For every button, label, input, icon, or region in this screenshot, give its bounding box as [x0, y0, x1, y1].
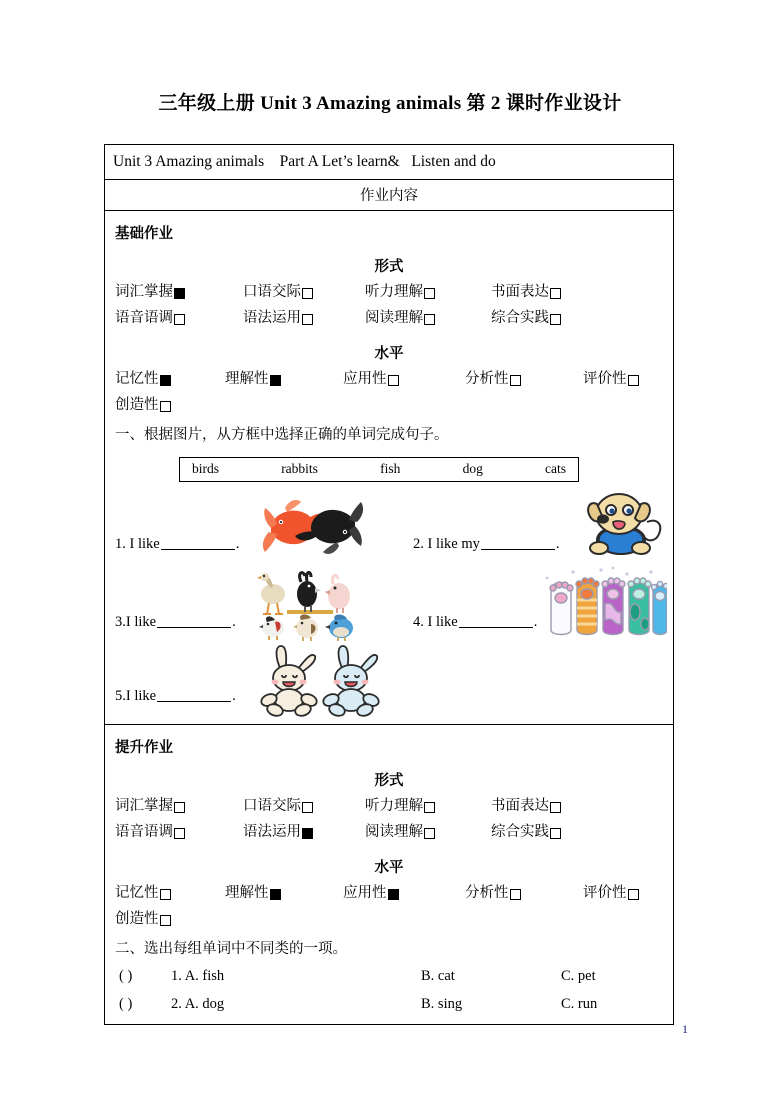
page-number: 1	[682, 1022, 688, 1036]
checkbox-box[interactable]	[424, 288, 435, 299]
item-text: I like	[125, 614, 157, 631]
checkbox-option-yuyin-yudiao-2[interactable]	[115, 822, 243, 843]
item-text: I like	[125, 688, 157, 705]
checkbox-box[interactable]	[302, 314, 313, 325]
page-title	[0, 88, 780, 115]
multiple-choice-row-2	[113, 991, 665, 1019]
item-period: .	[235, 536, 240, 553]
form-heading-basic: 形式	[374, 259, 404, 276]
item-period: .	[533, 614, 538, 631]
section-label-basic: 基础作业	[115, 226, 173, 243]
item-number: 2.	[413, 536, 424, 553]
checkbox-option-chuangzaoxing[interactable]	[115, 395, 171, 416]
checkbox-option-chuangzaoxing-2[interactable]	[115, 909, 171, 930]
checkbox-option-yuedu-lijie[interactable]	[365, 308, 491, 329]
checkbox-box[interactable]	[550, 828, 561, 839]
multiple-choice-row-1	[113, 963, 665, 991]
checkbox-box[interactable]	[160, 889, 171, 900]
page-title-cn-prefix: 三年级上册	[158, 93, 261, 114]
checkbox-option-yingyongxing[interactable]	[343, 369, 465, 390]
word-bank-item: cats	[545, 461, 566, 477]
item-period: .	[555, 536, 560, 553]
item-text: I like	[129, 536, 160, 553]
checkbox-label: 语法运用	[243, 824, 301, 841]
mc-option-c[interactable]: C. pet	[561, 967, 596, 984]
checkbox-box[interactable]	[270, 889, 281, 900]
word-bank	[179, 457, 579, 482]
fill-blank-item-2	[413, 536, 559, 553]
checkbox-option-shumian-biaoda[interactable]	[491, 282, 561, 303]
form-options-row1-advanced	[113, 794, 665, 820]
checkbox-option-zonghe-shijian[interactable]	[491, 308, 561, 329]
checkbox-option-cihui-zhangwo[interactable]	[115, 282, 243, 303]
checkbox-box[interactable]	[388, 889, 399, 900]
answer-blank[interactable]	[157, 688, 231, 702]
checkbox-box[interactable]	[424, 802, 435, 813]
dog-image	[583, 488, 669, 560]
checkbox-label: 阅读理解	[365, 310, 423, 327]
level-heading-advanced: 水平	[374, 860, 404, 877]
checkbox-box[interactable]	[174, 288, 185, 299]
checkbox-option-fenxixing[interactable]	[465, 369, 583, 390]
word-bank-item: dog	[462, 461, 483, 477]
checkbox-option-lijiexing[interactable]	[225, 369, 343, 390]
checkbox-label: 听力理解	[365, 284, 423, 301]
answer-blank[interactable]	[161, 536, 235, 550]
form-options-row2-advanced	[113, 820, 665, 846]
checkbox-box[interactable]	[628, 889, 639, 900]
mc-option-a-text: A. dog	[184, 995, 225, 1012]
checkbox-label: 理解性	[225, 371, 269, 388]
form-options-row2-basic	[113, 306, 665, 332]
checkbox-box[interactable]	[424, 828, 435, 839]
checkbox-label: 创造性	[115, 911, 159, 928]
checkbox-label: 语音语调	[115, 824, 173, 841]
checkbox-option-cihui-zhangwo-2[interactable]	[115, 796, 243, 817]
assignment-table	[104, 144, 674, 1025]
checkbox-option-kouyu-jiaoji-2[interactable]	[243, 796, 365, 817]
section-label-advanced: 提升作业	[115, 740, 173, 757]
form-options-row1-basic	[113, 280, 665, 306]
checkbox-label: 口语交际	[243, 284, 301, 301]
table-row-basic-section	[105, 211, 674, 725]
item-number: 4.	[413, 614, 424, 631]
checkbox-option-yufa-yunyong-2[interactable]	[243, 822, 365, 843]
checkbox-label: 评价性	[583, 885, 627, 902]
checkbox-label: 应用性	[343, 371, 387, 388]
question-title-two: 二、选出每组单词中不同类的一项。	[115, 941, 347, 958]
answer-blank[interactable]	[481, 536, 555, 550]
mc-number: 1.	[171, 967, 182, 984]
checkbox-option-yufa-yunyong[interactable]	[243, 308, 365, 329]
koi-fish-image	[259, 494, 367, 558]
item-period: .	[232, 614, 236, 631]
item-number: 5.	[115, 688, 126, 705]
level-options-row1-advanced	[113, 881, 665, 907]
checkbox-box[interactable]	[302, 802, 313, 813]
checkbox-label: 书面表达	[491, 798, 549, 815]
level-options-row2-advanced	[113, 907, 665, 933]
level-options-row2-basic	[113, 393, 665, 419]
checkbox-box[interactable]	[550, 314, 561, 325]
checkbox-label: 书面表达	[491, 284, 549, 301]
birds-image	[253, 570, 365, 644]
checkbox-label: 分析性	[465, 371, 509, 388]
checkbox-box[interactable]	[160, 401, 171, 412]
cat-paws-image	[543, 564, 667, 640]
checkbox-option-fenxixing-2[interactable]	[465, 883, 583, 904]
checkbox-box[interactable]	[510, 375, 521, 386]
mc-option-c[interactable]: C. run	[561, 995, 598, 1012]
checkbox-box[interactable]	[160, 915, 171, 926]
checkbox-label: 创造性	[115, 397, 159, 414]
mc-option-a[interactable]	[171, 966, 421, 988]
checkbox-label: 词汇掌握	[115, 284, 173, 301]
checkbox-label: 语音语调	[115, 310, 173, 327]
mc-option-b[interactable]: B. sing	[421, 995, 463, 1012]
level-options-row1-basic	[113, 367, 665, 393]
table-row-advanced-section	[105, 725, 674, 1025]
checkbox-label: 语法运用	[243, 310, 301, 327]
fill-blank-item-4	[413, 614, 537, 631]
checkbox-label: 理解性	[225, 885, 269, 902]
checkbox-box[interactable]	[302, 288, 313, 299]
answer-paren[interactable]: ( )	[119, 995, 133, 1012]
table-row-unit-header	[105, 145, 674, 180]
checkbox-box[interactable]	[510, 889, 521, 900]
checkbox-option-kouyu-jiaoji[interactable]	[243, 282, 365, 303]
checkbox-label: 综合实践	[491, 824, 549, 841]
mc-option-a[interactable]	[171, 994, 421, 1016]
fill-blank-item-3	[115, 614, 236, 631]
table-row-content-header	[105, 180, 674, 211]
checkbox-box[interactable]	[388, 375, 399, 386]
fill-blank-item-5	[115, 688, 236, 705]
checkbox-box[interactable]	[270, 375, 281, 386]
content-header-text: 作业内容	[360, 188, 418, 205]
item-number: 3.	[115, 614, 126, 631]
checkbox-label: 评价性	[583, 371, 627, 388]
unit-header-text: Unit 3 Amazing animals Part A Let’s learn& Listen and do	[113, 153, 496, 170]
word-bank-item: fish	[380, 461, 401, 477]
word-bank-item: rabbits	[281, 461, 318, 477]
checkbox-box[interactable]	[550, 288, 561, 299]
fill-blank-item-1	[115, 536, 239, 553]
checkbox-box[interactable]	[628, 375, 639, 386]
checkbox-option-yingyongxing-2[interactable]	[343, 883, 465, 904]
page-title-cn-suffix: 第 2 课时作业设计	[461, 93, 622, 114]
checkbox-box[interactable]	[174, 314, 185, 325]
checkbox-box[interactable]	[550, 802, 561, 813]
checkbox-label: 听力理解	[365, 798, 423, 815]
answer-blank[interactable]	[459, 614, 533, 628]
checkbox-label: 记忆性	[115, 885, 159, 902]
checkbox-option-zonghe-shijian-2[interactable]	[491, 822, 561, 843]
picture-questions-area	[113, 486, 665, 718]
item-text: I like my	[427, 536, 480, 553]
checkbox-label: 口语交际	[243, 798, 301, 815]
checkbox-option-lijiexing-2[interactable]	[225, 883, 343, 904]
checkbox-label: 综合实践	[491, 310, 549, 327]
checkbox-box[interactable]	[424, 314, 435, 325]
question-title-one: 一、根据图片，从方框中选择正确的单词完成句子。	[115, 427, 449, 444]
form-heading-advanced: 形式	[374, 773, 404, 790]
checkbox-label: 应用性	[343, 885, 387, 902]
checkbox-label: 词汇掌握	[115, 798, 173, 815]
item-number: 1.	[115, 536, 126, 553]
word-bank-item: birds	[192, 461, 219, 477]
checkbox-label: 分析性	[465, 885, 509, 902]
mc-option-a-text: A. fish	[184, 967, 225, 984]
checkbox-box[interactable]	[302, 828, 313, 839]
item-period: .	[232, 688, 236, 705]
page-title-en: Unit 3 Amazing animals	[260, 93, 462, 114]
checkbox-box[interactable]	[174, 828, 185, 839]
checkbox-option-pingjiaxing[interactable]	[583, 369, 639, 390]
mc-option-b[interactable]: B. cat	[421, 967, 455, 984]
checkbox-option-jiyixing-2[interactable]	[115, 883, 225, 904]
checkbox-label: 记忆性	[115, 371, 159, 388]
checkbox-label: 阅读理解	[365, 824, 423, 841]
checkbox-option-yuedu-lijie-2[interactable]	[365, 822, 491, 843]
checkbox-option-yuyin-yudiao[interactable]	[115, 308, 243, 329]
checkbox-option-jiyixing[interactable]	[115, 369, 225, 390]
checkbox-box[interactable]	[160, 375, 171, 386]
checkbox-option-tingli-lijie-2[interactable]	[365, 796, 491, 817]
checkbox-option-tingli-lijie[interactable]	[365, 282, 491, 303]
answer-paren[interactable]: ( )	[119, 967, 133, 984]
item-text: I like	[427, 614, 458, 631]
checkbox-option-pingjiaxing-2[interactable]	[583, 883, 639, 904]
rabbits-image	[259, 644, 381, 718]
checkbox-option-shumian-biaoda-2[interactable]	[491, 796, 561, 817]
answer-blank[interactable]	[157, 614, 231, 628]
checkbox-box[interactable]	[174, 802, 185, 813]
mc-number: 2.	[171, 995, 182, 1012]
level-heading-basic: 水平	[374, 346, 404, 363]
